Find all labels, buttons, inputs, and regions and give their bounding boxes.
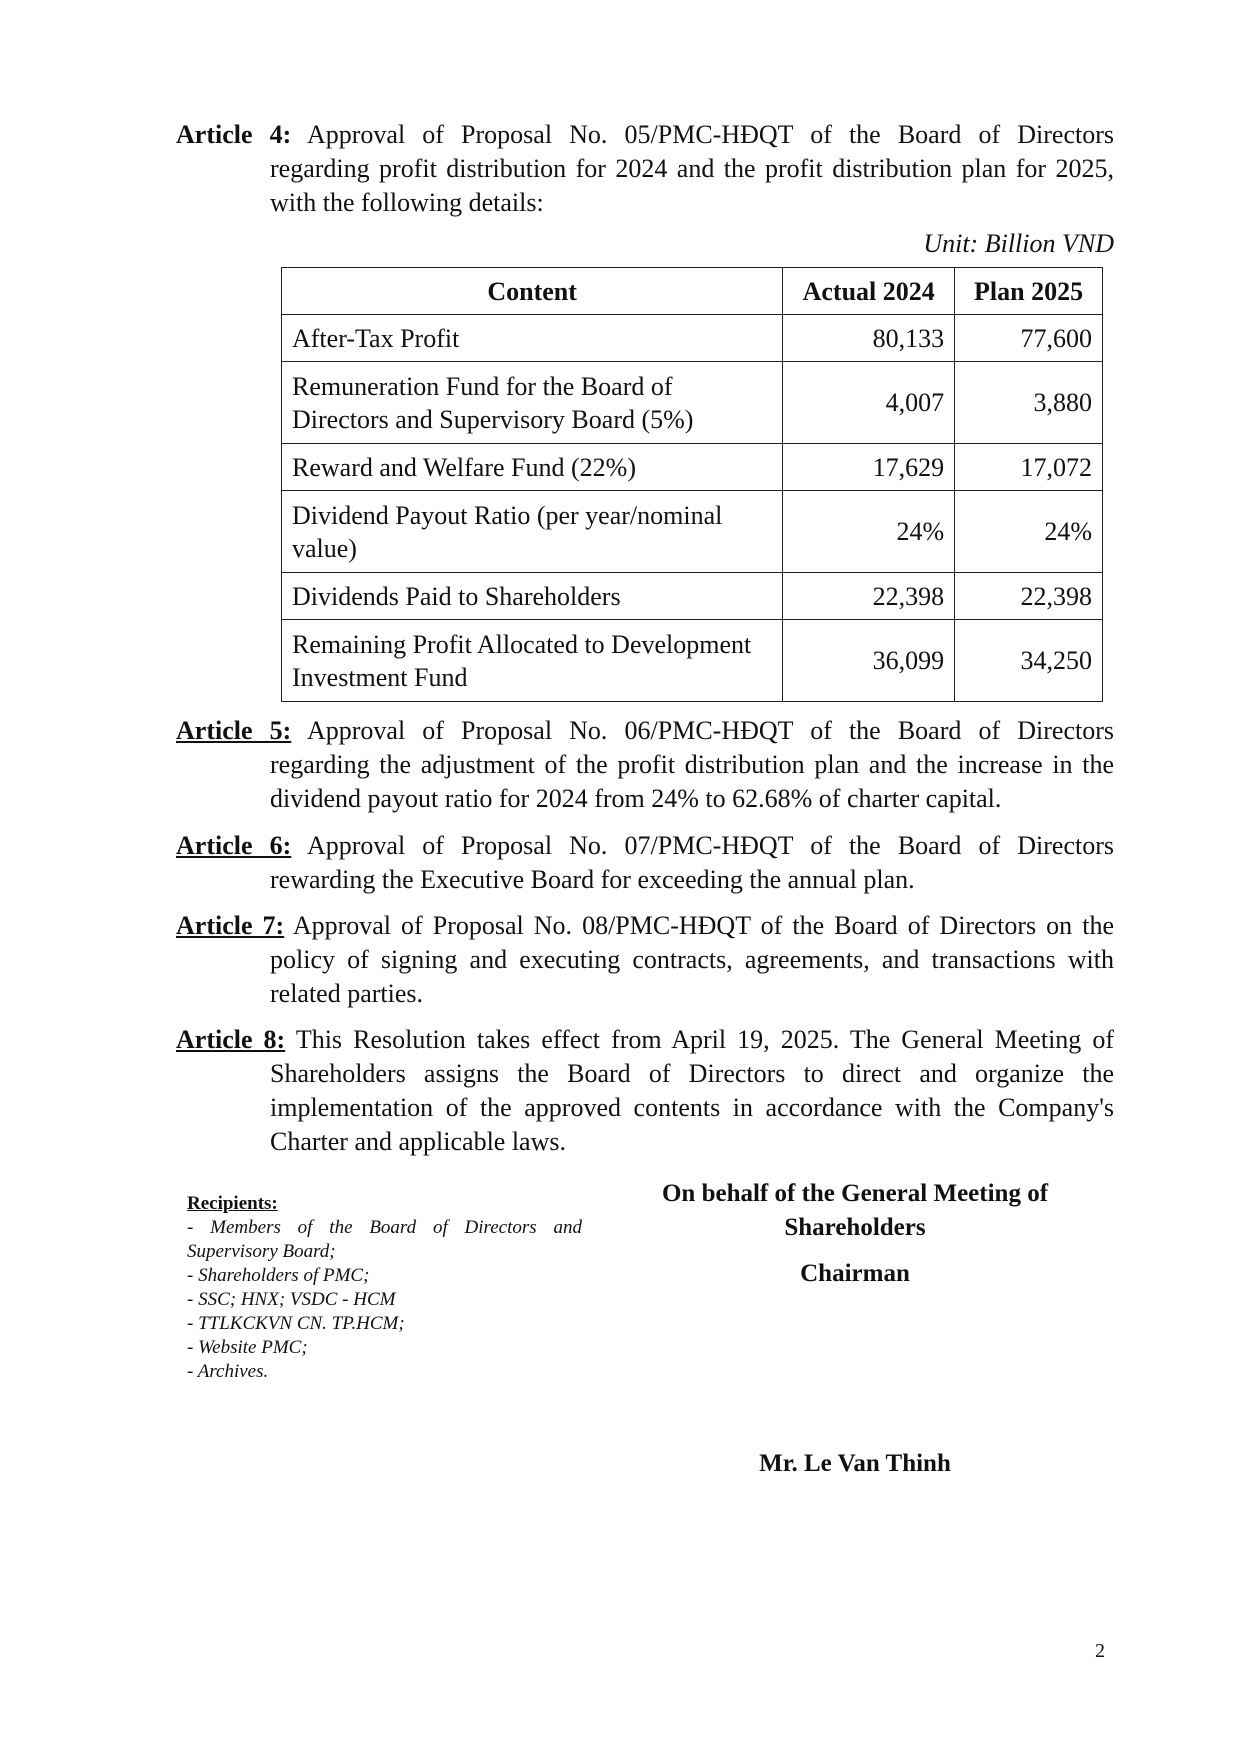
recipient-item: - SSC; HNX; VSDC - HCM [187, 1289, 396, 1310]
row-plan: 34,250 [955, 620, 1103, 702]
article-4-label: Article 4: [176, 120, 292, 149]
profit-distribution-table [281, 267, 1103, 702]
row-actual: 36,099 [783, 620, 955, 702]
article-7-label: Article 7: [176, 911, 285, 940]
recipient-item: - Archives. [187, 1361, 269, 1382]
article-5-line-2: regarding the adjustment of the profit distribution plan and the increase in the [270, 750, 1114, 779]
article-7-line-3: related parties. [270, 979, 424, 1008]
article-8-label: Article 8: [176, 1025, 286, 1054]
article-6-line-2: rewarding the Executive Board for exceeding the annual plan. [270, 865, 915, 894]
row-actual: 24% [783, 491, 955, 573]
row-content: Remuneration Fund for the Board of Directors and Supervisory Board (5%) [282, 362, 783, 444]
article-7-line-2: policy of signing and executing contracts, agreements, and transactions with [270, 945, 1114, 974]
article-4 [176, 118, 1114, 220]
recipient-item: Supervisory Board; [187, 1241, 336, 1262]
article-4-line-2: regarding profit distribution for 2024 and the profit distribution plan for 2025, [270, 154, 1114, 183]
table-row [282, 315, 1103, 362]
article-4-line-1: Approval of Proposal No. 05/PMC-HĐQT of the Board of Directors [306, 120, 1114, 149]
behalf-line-1: On behalf of the General Meeting of [661, 1180, 1049, 1207]
row-actual: 22,398 [783, 573, 955, 620]
row-plan: 24% [955, 491, 1103, 573]
signature-behalf [625, 1177, 1085, 1245]
recipient-item: - Website PMC; [187, 1337, 308, 1358]
signature-role: Chairman [800, 1260, 910, 1287]
recipient-item: - TTLKCKVN CN. TP.HCM; [187, 1313, 405, 1334]
article-5-label: Article 5: [176, 716, 292, 745]
article-8-line-1: This Resolution takes effect from April 19, 2025. The General Meeting of [295, 1025, 1115, 1054]
article-5 [176, 714, 1114, 816]
article-7 [176, 909, 1114, 1011]
recipient-item: - Shareholders of PMC; [187, 1265, 370, 1286]
recipients-title: Recipients: [187, 1193, 278, 1214]
table-row [282, 573, 1103, 620]
recipients-block [187, 1192, 582, 1384]
article-7-line-1: Approval of Proposal No. 08/PMC-HĐQT of the Board of Directors on the [292, 911, 1114, 940]
row-content: After-Tax Profit [282, 315, 783, 362]
row-plan: 17,072 [955, 444, 1103, 491]
behalf-line-2: Shareholders [784, 1214, 926, 1241]
header-actual-2024: Actual 2024 [783, 268, 955, 315]
recipient-item: - Members of the Board of Directors and [187, 1217, 582, 1238]
row-plan: 3,880 [955, 362, 1103, 444]
row-actual: 80,133 [783, 315, 955, 362]
article-6-label: Article 6: [176, 831, 292, 860]
article-8-line-3: implementation of the approved contents in accordance with the Company's [270, 1093, 1114, 1122]
table-row [282, 362, 1103, 444]
article-5-line-3: dividend payout ratio for 2024 from 24% to 62.68% of charter capital. [270, 784, 1002, 813]
article-6 [176, 829, 1114, 897]
table-row [282, 491, 1103, 573]
unit-label: Unit: Billion VND [923, 229, 1114, 258]
row-plan: 77,600 [955, 315, 1103, 362]
article-8-line-2: Shareholders assigns the Board of Directors to direct and organize the [270, 1059, 1114, 1088]
article-8-line-4: Charter and applicable laws. [270, 1127, 566, 1156]
row-content: Dividends Paid to Shareholders [282, 573, 783, 620]
row-actual: 17,629 [783, 444, 955, 491]
header-plan-2025: Plan 2025 [955, 268, 1103, 315]
page-number: 2 [1095, 1640, 1105, 1662]
signature-name: Mr. Le Van Thinh [759, 1450, 951, 1477]
header-content: Content [282, 268, 783, 315]
article-8 [176, 1023, 1114, 1159]
row-actual: 4,007 [783, 362, 955, 444]
table-header-row [282, 268, 1103, 315]
article-6-line-1: Approval of Proposal No. 07/PMC-HĐQT of the Board of Directors [306, 831, 1114, 860]
row-plan: 22,398 [955, 573, 1103, 620]
row-content: Remaining Profit Allocated to Development Investment Fund [282, 620, 783, 702]
row-content: Reward and Welfare Fund (22%) [282, 444, 783, 491]
article-5-line-1: Approval of Proposal No. 06/PMC-HĐQT of the Board of Directors [306, 716, 1114, 745]
article-4-line-3: with the following details: [270, 188, 544, 217]
row-content: Dividend Payout Ratio (per year/nominal value) [282, 491, 783, 573]
table-row [282, 444, 1103, 491]
table-row [282, 620, 1103, 702]
